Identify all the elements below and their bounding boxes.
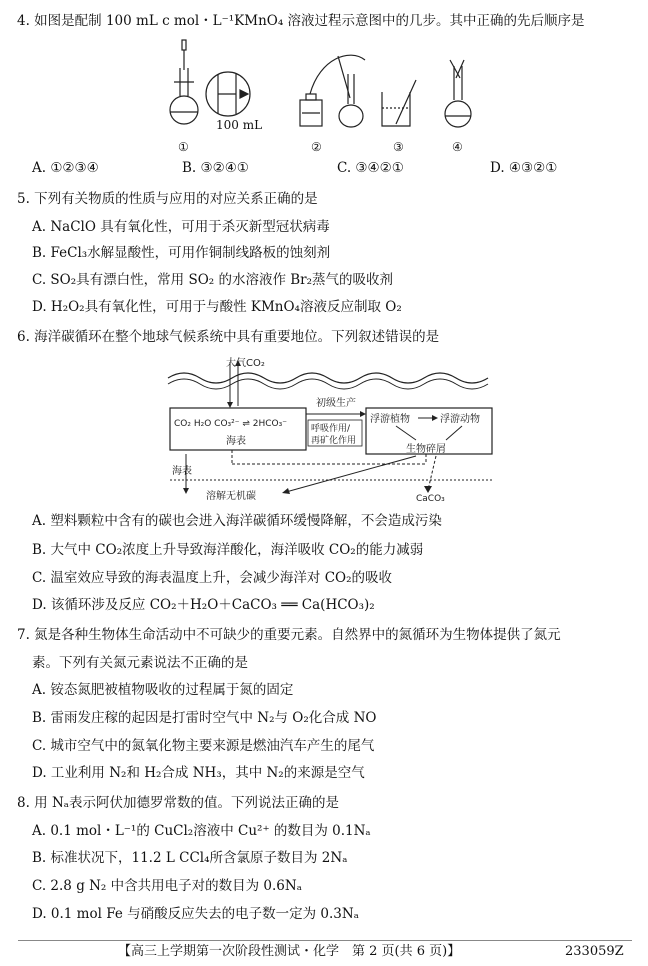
q4-option-b[interactable]: B. ③②④① xyxy=(182,160,249,176)
fig-label-3: ③ xyxy=(393,140,404,154)
footer-code: 233059Z xyxy=(565,944,624,959)
q8-option-c[interactable]: C. 2.8 g N₂ 中含共用电子对的数目为 0.6Nₐ xyxy=(32,878,302,894)
q5-stem: 5. 下列有关物质的性质与应用的对应关系正确的是 xyxy=(17,191,318,207)
q6-stem: 6. 海洋碳循环在整个地球气候系统中具有重要地位。下列叙述错误的是 xyxy=(17,329,440,345)
fig-label-4: ④ xyxy=(452,140,463,154)
remineral-label: 再矿化作用 xyxy=(311,436,357,446)
q8-option-a[interactable]: A. 0.1 mol・L⁻¹的 CuCl₂溶液中 Cu²⁺ 的数目为 0.1Nₐ xyxy=(32,823,371,839)
sea-surface-label: 海表 xyxy=(172,466,192,477)
q7-option-c[interactable]: C. 城市空气中的氮氧化物主要来源是燃油汽车产生的尾气 xyxy=(32,738,375,754)
sea-wave-upper xyxy=(168,373,488,383)
carbon-cycle-diagram xyxy=(166,356,494,502)
q7-option-d[interactable]: D. 工业利用 N₂和 H₂合成 NH₃，其中 N₂的来源是空气 xyxy=(32,765,365,781)
q8-option-d[interactable]: D. 0.1 mol Fe 与硝酸反应失去的电子数一定为 0.3Nₐ xyxy=(32,906,359,922)
q4-stem: 4. 如图是配制 100 mL c mol・L⁻¹KMnO₄ 溶液过程示意图中的几步。其中正确的先后顺序是 xyxy=(17,13,585,29)
surface-eq: CO₂ H₂O CO₃²⁻ ⇌ 2HCO₃⁻ xyxy=(174,419,287,429)
footer-rule xyxy=(18,940,632,941)
q6-option-d[interactable]: D. 该循环涉及反应 CO₂＋H₂O＋CaCO₃ ══ Ca(HCO₃)₂ xyxy=(32,597,375,613)
footer-title: 【高三上学期第一次阶段性测试・化学 第 2 页(共 6 页)】 xyxy=(118,944,461,959)
q8-stem: 8. 用 Nₐ表示阿伏加德罗常数的值。下列说法正确的是 xyxy=(17,795,339,811)
respiration-label: 呼吸作用/ xyxy=(311,424,351,434)
q7-option-a[interactable]: A. 铵态氮肥被植物吸收的过程属于氮的固定 xyxy=(32,682,294,698)
surface-label: 海表 xyxy=(226,436,246,447)
shaking-flask-icon xyxy=(445,60,471,127)
q6-option-b[interactable]: B. 大气中 CO₂浓度上升导致海洋酸化，海洋吸收 CO₂的能力减弱 xyxy=(32,542,424,558)
q5-option-b[interactable]: B. FeCl₃水解显酸性，可用作铜制线路板的蚀刻剂 xyxy=(32,245,331,261)
zoo-label: 浮游动物 xyxy=(440,414,480,425)
primary-label: 初级生产 xyxy=(316,398,356,409)
pouring-flask-icon xyxy=(300,55,365,127)
caco3-label: CaCO₃ xyxy=(416,494,445,502)
q6-option-c[interactable]: C. 温室效应导致的海表温度上升，会减少海洋对 CO₂的吸收 xyxy=(32,570,393,586)
q8-option-b[interactable]: B. 标准状况下，11.2 L CCl₄所含氯原子数目为 2Nₐ xyxy=(32,850,348,866)
dic-label: 溶解无机碳 xyxy=(206,491,256,502)
q5-option-c[interactable]: C. SO₂具有漂白性，常用 SO₂ 的水溶液作 Br₂蒸气的吸收剂 xyxy=(32,272,394,288)
q4-figure xyxy=(160,38,500,138)
debris-label: 生物碎屑 xyxy=(406,444,446,455)
q6-option-a[interactable]: A. 塑料颗粒中含有的碳也会进入海洋碳循环缓慢降解，不会造成污染 xyxy=(32,513,442,529)
atm-co2-label: 大气CO₂ xyxy=(226,358,265,369)
volume-label: 100 mL xyxy=(216,118,263,132)
flask-dropper-icon xyxy=(170,40,198,124)
q7-option-b[interactable]: B. 雷雨发庄稼的起因是打雷时空气中 N₂与 O₂化合成 NO xyxy=(32,710,377,726)
phyto-label: 浮游植物 xyxy=(370,414,410,425)
q4-options xyxy=(32,160,592,178)
q7-stem-line2: 素。下列有关氮元素说法不正确的是 xyxy=(32,655,248,671)
beaker-rod-icon xyxy=(382,80,416,126)
sea-wave-lower xyxy=(168,379,488,389)
q4-option-d[interactable]: D. ④③②① xyxy=(490,160,558,176)
fig-label-2: ② xyxy=(311,140,322,154)
magnified-mark-icon xyxy=(206,72,250,116)
fig-label-1: ① xyxy=(178,140,189,154)
q7-stem-line1: 7. 氮是各种生物体生命活动中不可缺少的重要元素。自然界中的氮循环为生物体提供了氮元 xyxy=(17,627,561,643)
q4-option-a[interactable]: A. ①②③④ xyxy=(32,160,99,176)
q4-option-c[interactable]: C. ③④②① xyxy=(337,160,404,176)
q5-option-a[interactable]: A. NaClO 具有氧化性，可用于杀灭新型冠状病毒 xyxy=(32,219,330,235)
q5-option-d[interactable]: D. H₂O₂具有氧化性，可用于与酸性 KMnO₄溶液反应制取 O₂ xyxy=(32,299,402,315)
